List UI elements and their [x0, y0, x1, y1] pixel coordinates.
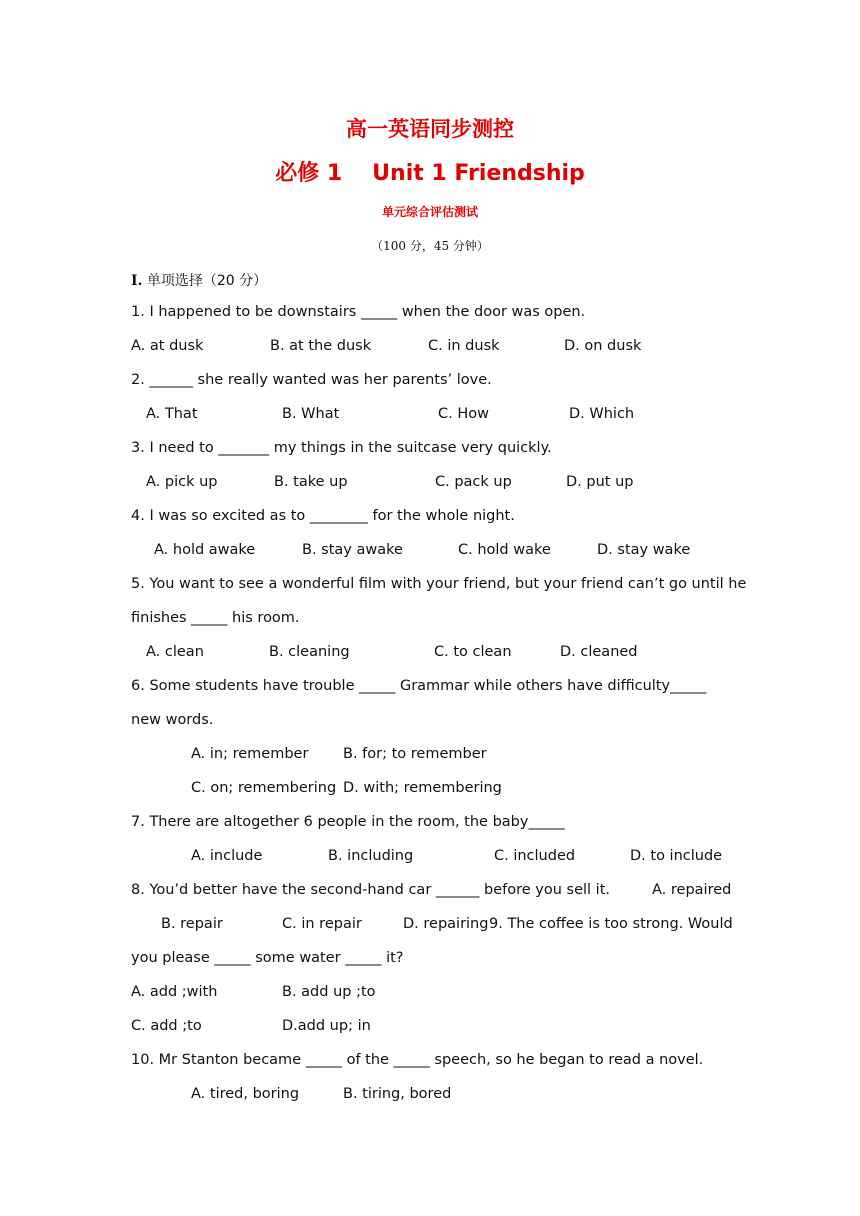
question-5-option-d: D. cleaned	[560, 644, 638, 660]
question-2-option-d: D. Which	[569, 406, 635, 422]
question-10-option-a: A. tired, boring	[191, 1086, 300, 1102]
question-5-option-a: A. clean	[146, 644, 204, 660]
question-2-option-b: B. What	[282, 406, 340, 422]
question-4-option-d: D. stay wake	[597, 542, 691, 558]
question-5-line-2: finishes _____ his room.	[131, 610, 300, 626]
question-8-option-a: A. repaired	[652, 882, 732, 898]
document-title: 高一英语同步测控	[346, 116, 514, 141]
question-2-option-a: A. That	[146, 406, 198, 422]
question-3-option-d: D. put up	[566, 474, 634, 490]
question-6-option-a: A. in; remember	[191, 746, 309, 762]
question-1-option-c: C. in dusk	[428, 338, 500, 354]
question-9-line-2: you please _____ some water _____ it?	[131, 950, 404, 966]
question-6-line-1: 6. Some students have trouble _____ Grammar while others have difficulty_____	[131, 678, 707, 694]
course-label: 必修 1	[275, 161, 343, 186]
question-3-option-b: B. take up	[274, 474, 348, 490]
question-4: 4. I was so excited as to ________ for the whole night.	[131, 508, 515, 524]
section-number: I.	[131, 273, 143, 289]
question-7: 7. There are altogether 6 people in the room, the baby_____	[131, 814, 565, 830]
question-1: 1. I happened to be downstairs _____ when the door was open.	[131, 304, 586, 320]
question-3-option-a: A. pick up	[146, 474, 218, 490]
document-subtitle: 单元综合评估测试	[381, 205, 478, 219]
question-7-option-c: C. included	[494, 848, 576, 864]
question-8-option-b: B. repair	[161, 916, 223, 932]
question-3: 3. I need to _______ my things in the suitcase very quickly.	[131, 440, 552, 456]
question-2: 2. ______ she really wanted was her parents’ love.	[131, 372, 492, 388]
score-info: （100 分，45 分钟）	[371, 239, 489, 253]
question-4-option-c: C. hold wake	[458, 542, 551, 558]
question-7-option-b: B. including	[328, 848, 414, 864]
question-5-option-c: C. to clean	[434, 644, 512, 660]
question-9-option-a: A. add ;with	[131, 984, 218, 1000]
question-5-line-1: 5. You want to see a wonderful film with your friend, but your friend can’t go until he	[131, 576, 747, 592]
question-7-option-d: D. to include	[630, 848, 723, 864]
question-3-option-c: C. pack up	[435, 474, 512, 490]
question-4-option-a: A. hold awake	[154, 542, 256, 558]
question-1-option-b: B. at the dusk	[270, 338, 372, 354]
section-label: 单项选择（20 分）	[146, 273, 268, 289]
question-10: 10. Mr Stanton became _____ of the _____ speech, so he began to read a novel.	[131, 1052, 704, 1068]
question-5-option-b: B. cleaning	[269, 644, 350, 660]
question-4-option-b: B. stay awake	[302, 542, 403, 558]
question-9-option-c: C. add ;to	[131, 1018, 202, 1034]
question-6-option-d: D. with; remembering	[343, 780, 502, 796]
question-10-option-b: B. tiring, bored	[343, 1086, 452, 1102]
question-9-option-b: B. add up ;to	[282, 984, 376, 1000]
question-6-option-c: C. on; remembering	[191, 780, 337, 796]
section-heading	[131, 270, 267, 290]
question-6-option-b: B. for; to remember	[343, 746, 487, 762]
question-9-line-1: 9. The coffee is too strong. Would	[489, 916, 733, 932]
question-8: 8. You’d better have the second-hand car ______ before you sell it.	[131, 882, 610, 898]
question-1-option-a: A. at dusk	[131, 338, 204, 354]
question-9-option-d: D.add up; in	[282, 1018, 371, 1034]
course-unit-heading	[0, 156, 860, 187]
question-1-option-d: D. on dusk	[564, 338, 642, 354]
question-8-option-c: C. in repair	[282, 916, 362, 932]
question-8-option-d: D. repairing	[403, 916, 489, 932]
question-7-option-a: A. include	[191, 848, 263, 864]
unit-label: Unit 1 Friendship	[372, 161, 585, 186]
question-2-option-c: C. How	[438, 406, 489, 422]
question-6-line-2: new words.	[131, 712, 214, 728]
